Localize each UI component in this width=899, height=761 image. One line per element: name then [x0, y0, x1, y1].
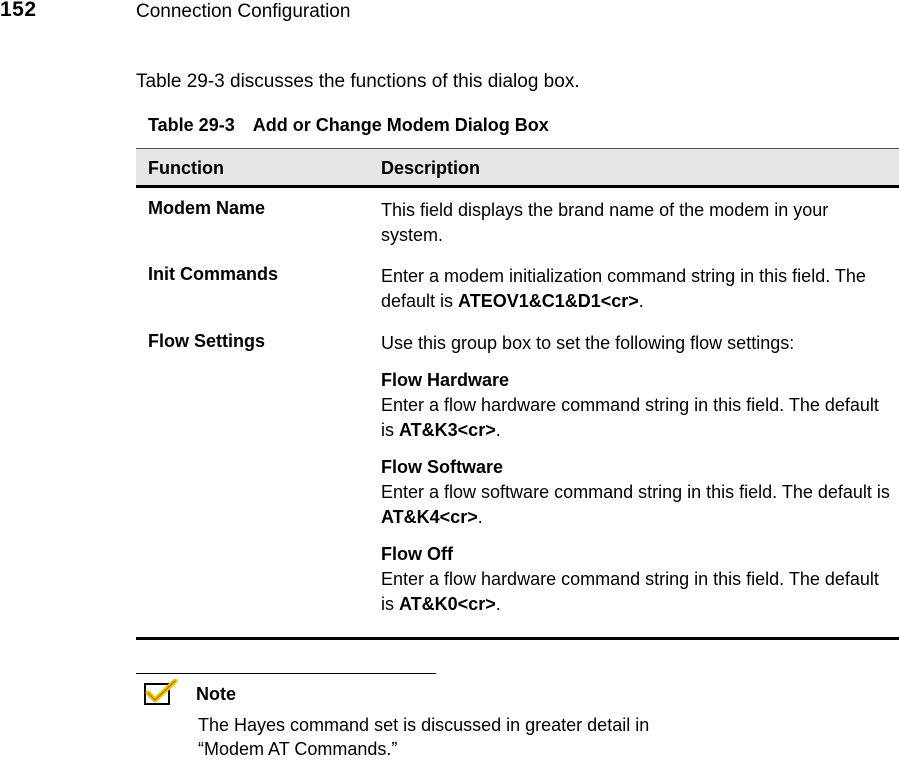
subsection-default-value: AT&K0<cr> [399, 594, 496, 614]
subsection [381, 455, 891, 530]
caption-title: Add or Change Modem Dialog Box [252, 115, 549, 135]
table-caption [148, 115, 549, 136]
subsection [381, 368, 891, 443]
row-function: Init Commands [148, 264, 279, 284]
subsection-title: Flow Software [381, 457, 504, 477]
note-label: Note [196, 684, 236, 704]
subsection-text: Enter a flow software command string in this field. The default is [381, 482, 890, 502]
header-description: Description [381, 158, 481, 178]
subsection-title: Flow Hardware [381, 370, 510, 390]
row-function: Flow Settings [148, 331, 265, 351]
note-divider [136, 673, 436, 674]
row-description: This field displays the brand name of the modem in your system. [381, 200, 829, 245]
desc-text-end: . [638, 291, 644, 311]
table-header-row [136, 148, 899, 188]
row-description [381, 264, 891, 314]
header-function: Function [148, 158, 224, 178]
subsection-title: Flow Off [381, 544, 453, 564]
subsection-default-value: AT&K3<cr> [399, 420, 496, 440]
desc-default-value: ATEOV1&C1&D1<cr> [458, 291, 639, 311]
subsection-text-end: . [477, 507, 483, 527]
checkmark-icon [144, 679, 178, 705]
desc-text: Enter a modem initialization command string in this field. The default is [381, 266, 866, 311]
desc-text: Use this group box to set the following flow settings: [381, 333, 795, 353]
subsection-default-value: AT&K4<cr> [381, 507, 478, 527]
subsection-text-end: . [495, 594, 501, 614]
subsection-text: Enter a flow hardware command string in this field. The default is [381, 569, 879, 614]
intro-paragraph: Table 29-3 discusses the functions of this dialog box. [136, 71, 580, 92]
caption-number: Table 29-3 [148, 115, 235, 135]
subsection-text: Enter a flow hardware command string in this field. The default is [381, 395, 879, 440]
subsection [381, 542, 891, 617]
row-function: Modem Name [148, 198, 266, 218]
subsection-text-end: . [495, 420, 501, 440]
note-body: The Hayes command set is discussed in greater detail in “Modem AT Commands.” [198, 715, 650, 759]
functions-table [136, 148, 899, 614]
chapter-title: Connection Configuration [136, 1, 351, 22]
table-bottom-rule [136, 637, 899, 640]
row-description [381, 331, 891, 617]
page-number: 152 [0, 0, 37, 21]
